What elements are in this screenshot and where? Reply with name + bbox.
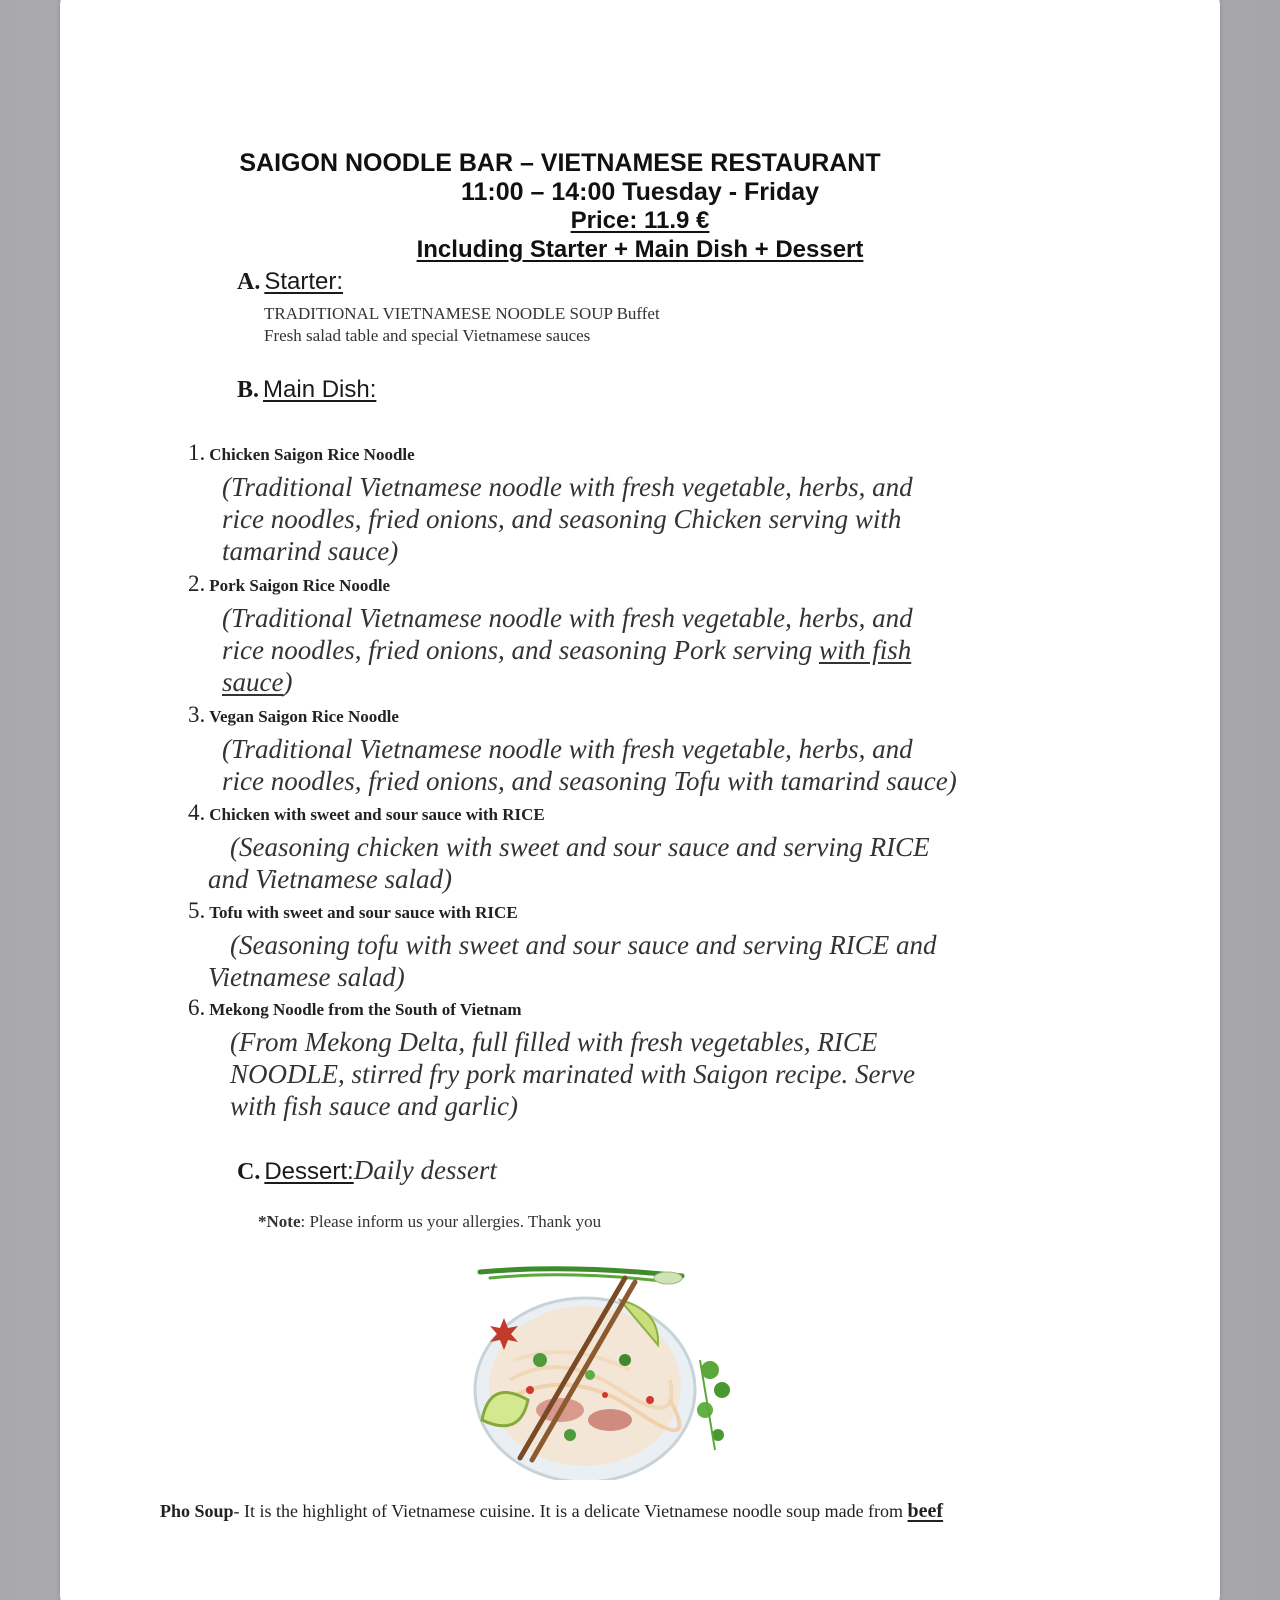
dish-description: Vietnamese salad) xyxy=(208,962,405,992)
item-number: 5. xyxy=(188,898,206,923)
dish-description: rice noodles, fried onions, and seasoning Tofu with tamarind sauce) xyxy=(222,766,957,796)
starter-title: Starter: xyxy=(264,268,344,295)
starter-line-2: Fresh salad table and special Vietnamese sauces xyxy=(264,326,591,345)
dish-description: (Traditional Vietnamese noodle with fresh vegetable, herbs, and xyxy=(222,603,913,633)
desc-underlined: with fish xyxy=(818,635,912,665)
dish-description: (Seasoning tofu with sweet and sour sauce and serving RICE and xyxy=(230,930,937,960)
dessert-heading xyxy=(237,1155,497,1186)
dish-name: Vegan Saigon Rice Noodle xyxy=(209,707,399,726)
dish-description: (Traditional Vietnamese noodle with fresh vegetable, herbs, and xyxy=(222,472,913,502)
dish-description xyxy=(222,667,292,698)
desc-underlined: sauce xyxy=(222,667,284,697)
list-item xyxy=(188,702,399,728)
restaurant-title: SAIGON NOODLE BAR – VIETNAMESE RESTAURANT xyxy=(239,149,881,177)
footer-text: - It is the highlight of Vietnamese cuisine. It is a delicate Vietnamese noodle soup made from xyxy=(233,1501,908,1521)
list-item xyxy=(188,898,518,924)
starter-letter: A. xyxy=(237,269,261,295)
including-line: Including Starter + Main Dish + Dessert xyxy=(416,236,864,263)
item-number: 4. xyxy=(188,800,206,825)
dish-description: (Seasoning chicken with sweet and sour sauce and serving RICE xyxy=(230,832,930,862)
list-item xyxy=(188,440,415,466)
footer-bold: Pho Soup xyxy=(160,1501,234,1521)
dish-name: Mekong Noodle from the South of Vietnam xyxy=(209,1000,522,1019)
dish-description: rice noodles, fried onions, and seasoning Chicken serving with xyxy=(222,504,902,534)
footer-description xyxy=(160,1500,943,1523)
dish-name: Pork Saigon Rice Noodle xyxy=(209,576,391,595)
list-item xyxy=(188,995,522,1021)
desc-text: rice noodles, fried onions, and seasoning Pork serving xyxy=(222,635,819,665)
pho-bowl-illustration-icon xyxy=(420,1260,750,1480)
dish-name: Tofu with sweet and sour sauce with RICE xyxy=(209,903,518,922)
list-item xyxy=(188,800,545,826)
item-number: 2. xyxy=(188,571,206,596)
note-star: * xyxy=(258,1212,267,1231)
item-number: 6. xyxy=(188,995,206,1020)
dish-description xyxy=(222,635,911,666)
list-item xyxy=(188,571,390,597)
allergy-note xyxy=(258,1212,601,1232)
footer-last-word: beef xyxy=(907,1500,944,1522)
menu-page xyxy=(60,0,1220,1600)
dish-description: (Traditional Vietnamese noodle with fresh vegetable, herbs, and xyxy=(222,734,913,764)
dish-name: Chicken with sweet and sour sauce with RICE xyxy=(209,805,545,824)
dish-description: (From Mekong Delta, full filled with fresh vegetables, RICE xyxy=(230,1027,878,1057)
dessert-text: Daily dessert xyxy=(353,1155,497,1185)
dish-description: NOODLE, stirred fry pork marinated with Saigon recipe. Serve xyxy=(230,1059,915,1089)
note-text: : Please inform us your allergies. Thank you xyxy=(300,1212,602,1231)
note-label: Note xyxy=(266,1212,301,1231)
dish-description: and Vietnamese salad) xyxy=(208,864,452,894)
main-dish-letter: B. xyxy=(237,377,260,403)
main-dish-heading xyxy=(237,376,376,404)
starter-line-1: TRADITIONAL VIETNAMESE NOODLE SOUP Buffet xyxy=(264,304,660,323)
dessert-letter: C. xyxy=(237,1159,261,1185)
main-dish-title: Main Dish: xyxy=(263,376,377,403)
desc-text: ) xyxy=(283,667,293,697)
item-number: 1. xyxy=(188,440,206,465)
starter-heading xyxy=(237,268,343,296)
opening-hours: 11:00 – 14:00 Tuesday - Friday xyxy=(460,178,820,206)
dish-description: tamarind sauce) xyxy=(222,536,399,566)
item-number: 3. xyxy=(188,702,206,727)
dish-description: with fish sauce and garlic) xyxy=(230,1091,518,1121)
price-line: Price: 11.9 € xyxy=(570,207,710,234)
dish-name: Chicken Saigon Rice Noodle xyxy=(209,445,415,464)
dessert-title: Dessert: xyxy=(264,1158,354,1185)
